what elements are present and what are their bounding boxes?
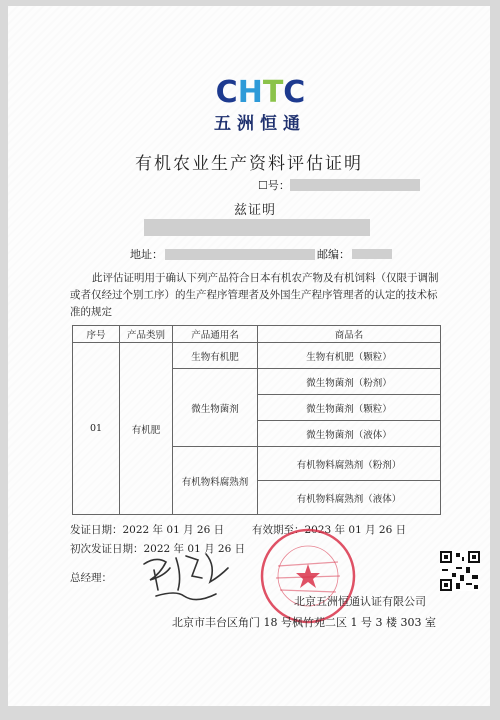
qr-code: [440, 551, 480, 591]
header-seq: 序号: [73, 326, 120, 343]
cell-trade-name: 有机物料腐熟剂（液体）: [258, 481, 441, 515]
cell-category: 有机肥: [120, 343, 173, 515]
header-category: 产品类别: [120, 326, 173, 343]
first-issue-date: 初次发证日期：2022 年 01 月 26 日: [70, 543, 246, 555]
general-manager-label: 总经理：: [70, 572, 112, 584]
company-seal: [258, 526, 358, 626]
issue-date: 发证日期：2022 年 01 月 26 日: [70, 524, 225, 536]
cell-common-name: 微生物菌剂: [173, 369, 258, 447]
logo-letter: C: [215, 74, 237, 110]
certificate-page: [8, 6, 490, 706]
cell-trade-name: 有机物料腐熟剂（粉剂）: [258, 447, 441, 481]
cell-common-name: 有机物料腐熟剂: [173, 447, 258, 515]
description-paragraph: 此评估证明用于确认下列产品符合日本有机农产物及有机饲料（仅限于调制或者仅经过个别工序）的生产程序管理者及外国生产程序管理者的认定的技术标准的规定: [70, 272, 439, 318]
redacted-address: [165, 249, 315, 260]
cell-trade-name: 微生物菌剂（颗粒）: [258, 395, 441, 421]
cert-no-label: ☐号：: [258, 179, 290, 192]
cell-trade-name: 微生物菌剂（液体）: [258, 421, 441, 447]
cell-common-name: 生物有机肥: [173, 343, 258, 369]
company-address: 北京市丰台区角门 18 号枫竹苑二区 1 号 3 楼 303 室: [172, 616, 436, 629]
cell-trade-name: 微生物菌剂（粉剂）: [258, 369, 441, 395]
postcode-label: 邮编：: [317, 248, 350, 261]
address-line: [130, 246, 392, 262]
page-title: 有机农业生产资料评估证明: [135, 154, 363, 174]
certificate-number: [258, 177, 420, 193]
logo-letter: T: [262, 74, 283, 110]
products-table: [72, 325, 441, 515]
logo-letter: H: [237, 74, 262, 110]
company-logo: [200, 76, 320, 134]
hereby-heading: 兹证明: [234, 203, 277, 218]
header-trade-name: 商品名: [258, 326, 441, 343]
valid-until: 有效期至：2023 年 01 月 26 日: [252, 524, 407, 536]
cell-seq: 01: [73, 343, 120, 515]
company-name: 北京五洲恒通认证有限公司: [294, 595, 426, 608]
logo-letter: C: [283, 74, 305, 110]
logo-mark: [200, 76, 320, 108]
logo-chinese-name: 五洲恒通: [214, 114, 306, 134]
signature-image: [136, 546, 236, 606]
redacted-postcode: [352, 249, 392, 259]
redacted-cert-no: [290, 179, 420, 191]
redacted-company-name: [144, 219, 370, 236]
cell-trade-name: 生物有机肥（颗粒）: [258, 343, 441, 369]
address-label: 地址：: [130, 248, 163, 261]
header-common-name: 产品通用名: [173, 326, 258, 343]
